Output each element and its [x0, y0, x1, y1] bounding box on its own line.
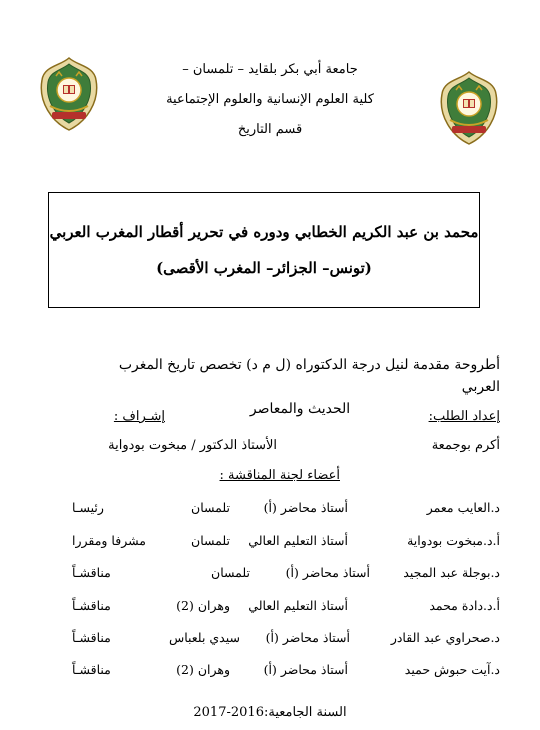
member-name: أ.د.مبخوت بودواية — [407, 533, 500, 548]
thesis-description-line-2: الحديث والمعاصر — [249, 401, 351, 417]
member-rank: أستاذ محاضر (أ) — [263, 500, 348, 515]
member-name: د.بوجلة عبد المجيد — [403, 565, 500, 580]
member-rank: أستاذ محاضر (أ) — [263, 662, 348, 677]
committee-heading: أعضاء لجنة المناقشة : — [219, 468, 340, 483]
member-name: د.آيت حبوش حميد — [404, 662, 500, 677]
university-name: جامعة أبي بكر بلقايد – تلمسان – — [182, 62, 358, 77]
member-role: مناقشـاً — [72, 630, 111, 645]
preparation-label: إعداد الطلب: — [428, 409, 500, 424]
member-university: تلمسان — [191, 500, 230, 515]
supervision-label: إشـراف : — [113, 409, 165, 424]
member-university: سيدي بلعباس — [168, 630, 240, 645]
thesis-subtitle: (تونس– الجزائر– المغرب الأقصى) — [156, 259, 372, 277]
member-name: أ.د.دادة محمد — [429, 598, 500, 613]
member-role: مناقشـاً — [72, 598, 111, 613]
member-rank: أستاذ التعليم العالي — [248, 533, 348, 548]
member-university: تلمسان — [191, 533, 230, 548]
member-rank: أستاذ محاضر (أ) — [265, 630, 350, 645]
member-rank: أستاذ محاضر (أ) — [285, 565, 370, 580]
member-university: وهران (2) — [176, 662, 230, 677]
member-role: رئيسـا — [72, 500, 104, 515]
supervisor-name: الأستاذ الدكتور / مبخوت بودواية — [108, 438, 277, 453]
member-university: تلمسان — [211, 565, 250, 580]
thesis-title: محمد بن عبد الكريم الخطابي ودوره في تحرير أقطار المغرب العربي — [49, 223, 479, 241]
faculty-name: كلية العلوم الإنسانية والعلوم الإجتماعية — [166, 92, 374, 107]
student-name: أكرم بوجمعة — [431, 438, 500, 453]
member-role: مناقشـاً — [72, 565, 111, 580]
member-name: د.صحراوي عبد القادر — [390, 630, 500, 645]
member-role: مناقشـاً — [72, 662, 111, 677]
member-role: مشرفا ومقررا — [72, 533, 146, 548]
department-name: قسم التاريخ — [237, 122, 303, 137]
member-university: وهران (2) — [176, 598, 230, 613]
thesis-title-box — [48, 192, 480, 308]
academic-year: السنة الجامعية:2016-2017 — [193, 705, 347, 720]
member-rank: أستاذ التعليم العالي — [248, 598, 348, 613]
thesis-description-line-1: أطروحة مقدمة لنيل درجة الدكتوراه (ل م د) تخصص تاريخ المغرب العربي — [118, 357, 500, 395]
member-name: د.العايب معمر — [426, 500, 500, 515]
